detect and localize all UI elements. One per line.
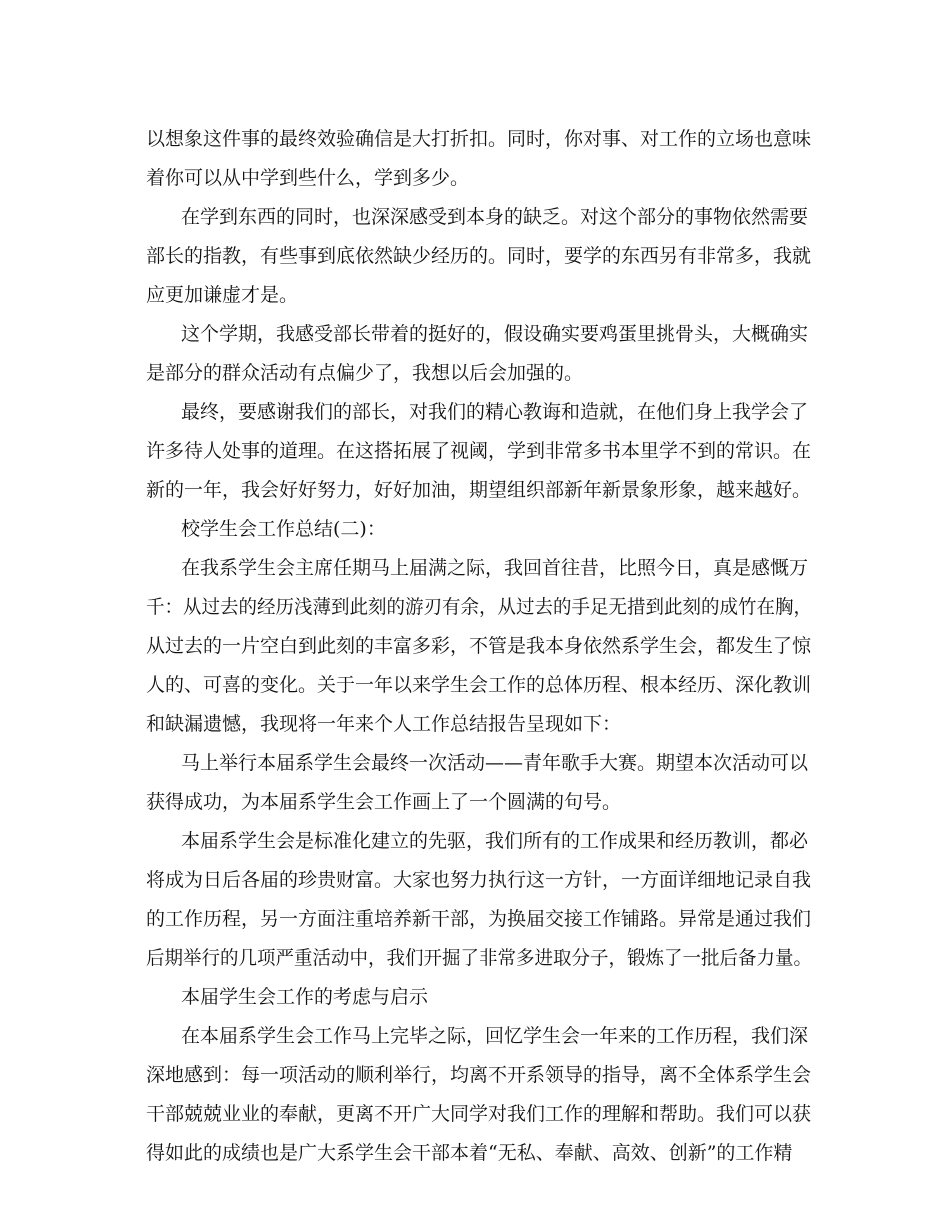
text-line: 后期举行的几项严重活动中，我们开掘了非常多进取分子，锻炼了一批后备力量。 <box>146 947 813 969</box>
text-line: 马上举行本届系学生会最终一次活动——青年歌手大赛。期望本次活动可以 <box>181 752 809 774</box>
text-line: 人的、可喜的变化。关于一年以来学生会工作的总体历程、根本经历、深化教训 <box>146 674 812 696</box>
text-line: 以想象这件事的最终效验确信是大打折扣。同时，你对事、对工作的立场也意味 <box>146 128 812 150</box>
text-line: 新的一年，我会好好努力，好好加油，期望组织部新年新景象形象，越来越好。 <box>146 479 812 501</box>
text-line: 深地感到：每一项活动的顺利举行，均离不开系领导的指导，离不全体系学生会 <box>146 1064 812 1086</box>
text-line: 将成为日后各届的珍贵财富。大家也努力执行这一方针，一方面详细地记录自我 <box>146 869 812 891</box>
text-line: 获得成功，为本届系学生会工作画上了一个圆满的句号。 <box>146 791 622 813</box>
text-line: 着你可以从中学到些什么，学到多少。 <box>146 167 470 189</box>
text-line: 在我系学生会主席任期马上届满之际，我回首往昔，比照今日，真是感慨万 <box>181 557 809 579</box>
section-heading: 本届学生会工作的考虑与启示 <box>181 986 429 1008</box>
text-line: 在学到东西的同时，也深深感受到本身的缺乏。对这个部分的事物依然需要 <box>181 206 809 228</box>
text-line: 和缺漏遗憾，我现将一年来个人工作总结报告呈现如下： <box>146 713 622 735</box>
section-heading: 校学生会工作总结(二)： <box>181 518 386 540</box>
text-line: 千：从过去的经历浅薄到此刻的游刃有余，从过去的手足无措到此刻的成竹在胸， <box>146 596 813 618</box>
text-line: 部长的指教，有些事到底依然缺少经历的。同时，要学的东西另有非常多，我就 <box>146 245 812 267</box>
text-line: 的工作历程，另一方面注重培养新干部，为换届交接工作铺路。异常是通过我们 <box>146 908 812 930</box>
text-line: 是部分的群众活动有点偏少了，我想以后会加强的。 <box>146 362 584 384</box>
text-line: 在本届系学生会工作马上完毕之际，回忆学生会一年来的工作历程，我们深 <box>181 1025 809 1047</box>
text-line: 从过去的一片空白到此刻的丰富多彩，不管是我本身依然系学生会，都发生了惊 <box>146 635 812 657</box>
text-line: 最终，要感谢我们的部长，对我们的精心教诲和造就，在他们身上我学会了 <box>181 401 809 423</box>
text-line: 干部兢兢业业的奉献，更离不开广大同学对我们工作的理解和帮助。我们可以获 <box>146 1103 812 1125</box>
text-line: 这个学期，我感受部长带着的挺好的，假设确实要鸡蛋里挑骨头，大概确实 <box>181 323 809 345</box>
text-line: 许多待人处事的道理。在这搭拓展了视阈，学到非常多书本里学不到的常识。在 <box>146 440 812 462</box>
text-line: 应更加谦虚才是。 <box>146 284 299 306</box>
text-line: 得如此的成绩也是广大系学生会干部本着“无私、奉献、高效、创新”的工作精 <box>146 1142 793 1164</box>
text-line: 本届系学生会是标准化建立的先驱，我们所有的工作成果和经历教训，都必 <box>181 830 809 852</box>
